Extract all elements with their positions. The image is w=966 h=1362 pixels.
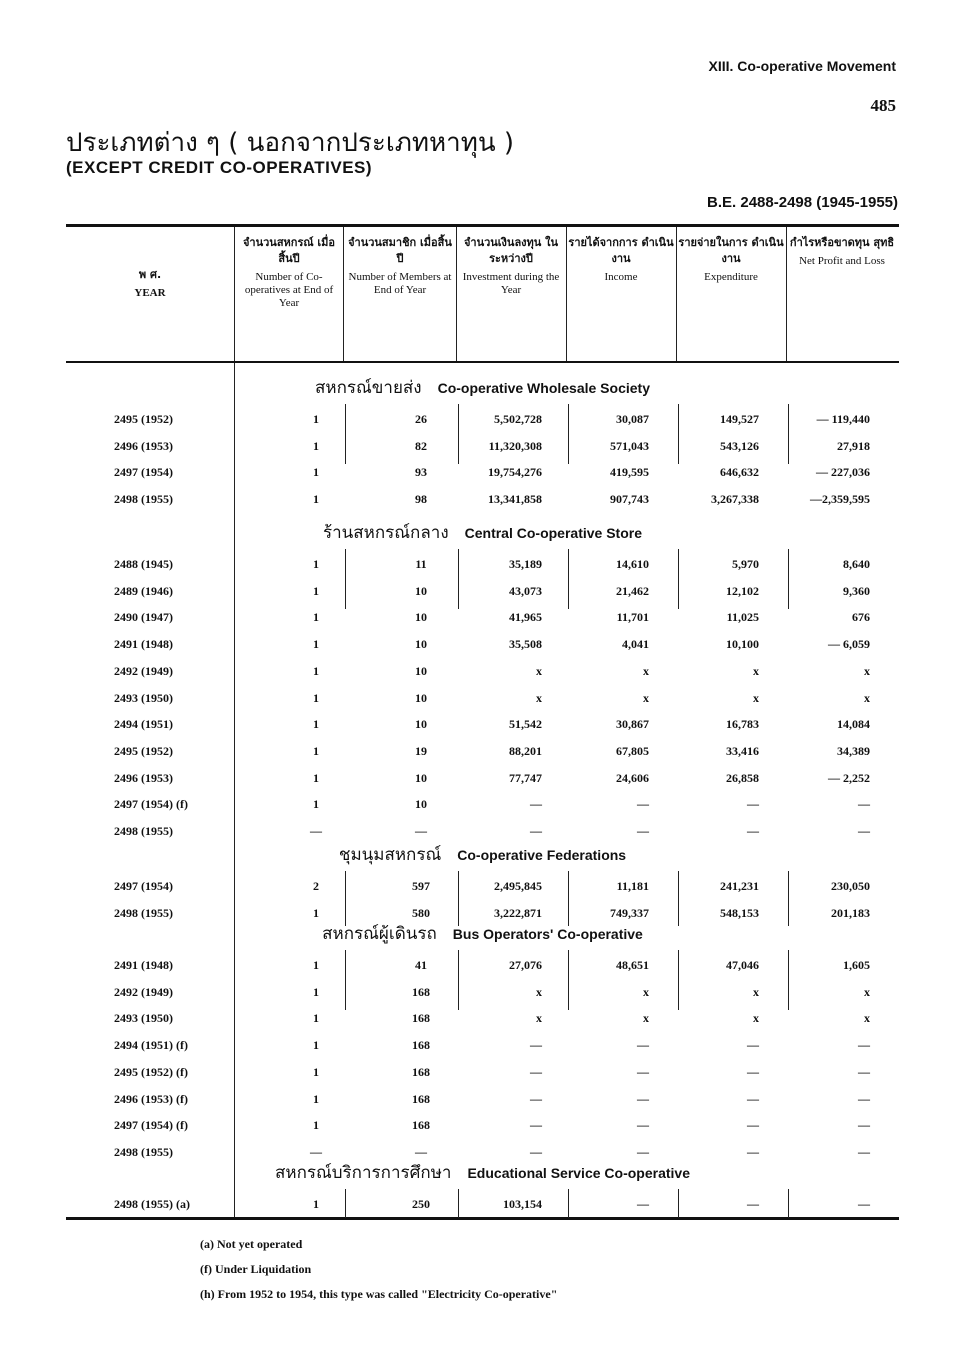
- table-cell: —: [310, 1144, 322, 1159]
- table-row: [66, 635, 899, 655]
- table-cell: 16,783: [726, 717, 759, 732]
- table-cell: 1: [313, 1091, 319, 1106]
- table-row: [66, 689, 899, 709]
- table-cell: 2493 (1950): [114, 690, 173, 705]
- table-cell: 1: [313, 717, 319, 732]
- table-cell: —: [747, 1091, 759, 1106]
- column-divider: [566, 227, 567, 361]
- table-cell: 11: [415, 557, 427, 571]
- table-cell: —: [530, 1144, 542, 1159]
- table-cell: 2488 (1945): [114, 557, 173, 571]
- table-row: [66, 1009, 899, 1029]
- table-cell: 168: [412, 1118, 430, 1133]
- table-cell: —: [747, 1197, 759, 1211]
- table-row: [66, 1116, 899, 1136]
- table-cell: 1: [313, 465, 319, 480]
- table-cell: x: [753, 690, 759, 705]
- table-cell: 10,100: [726, 637, 759, 652]
- table-cell: 2498 (1955): [114, 824, 173, 838]
- table-cell: 201,183: [831, 905, 870, 920]
- table-cell: 24,606: [616, 770, 649, 785]
- table-row: [66, 463, 899, 483]
- footnote: (a) Not yet operated: [200, 1237, 303, 1251]
- row-separator: [345, 549, 346, 609]
- table-cell: 93: [415, 465, 427, 480]
- table-cell: x: [536, 1011, 542, 1026]
- table-cell: —: [530, 1091, 542, 1106]
- table-cell: 2491 (1948): [114, 637, 173, 652]
- table-cell: 33,416: [726, 743, 759, 758]
- header-investment-en: Investment during the Year: [462, 271, 560, 296]
- table-cell: x: [643, 690, 649, 705]
- table-cell: 250: [412, 1197, 430, 1211]
- group-heading-th: สหกรณ์ผู้เดินรถ: [322, 924, 437, 944]
- table-cell: 1: [313, 1011, 319, 1026]
- table-cell: 1: [313, 663, 319, 678]
- table-cell: 2495 (1952): [114, 412, 173, 426]
- table-cell: —: [858, 1118, 870, 1133]
- group-heading: [66, 519, 899, 546]
- table-cell: 41,965: [509, 610, 542, 625]
- table-cell: 2497 (1954): [114, 879, 173, 893]
- table-cell: 1,605: [843, 958, 870, 972]
- table-row: [66, 822, 899, 842]
- table-cell: 907,743: [610, 492, 649, 507]
- table-cell: 1: [313, 492, 319, 507]
- table-cell: —: [637, 797, 649, 812]
- table-cell: 2497 (1954) (f): [114, 797, 188, 812]
- table-row: [66, 608, 899, 628]
- table-cell: 1: [313, 438, 319, 453]
- table-cell: 30,867: [616, 717, 649, 732]
- table-cell: 19: [415, 743, 427, 758]
- table-cell: 571,043: [610, 438, 649, 453]
- table-cell: 35,189: [509, 557, 542, 571]
- table-cell: —: [858, 1091, 870, 1106]
- header-rule: [66, 361, 899, 363]
- table-row: [66, 662, 899, 682]
- table-cell: x: [643, 663, 649, 678]
- table-cell: —: [530, 824, 542, 838]
- table-cell: 1: [313, 583, 319, 598]
- row-separator: [458, 950, 459, 1010]
- table-cell: —: [747, 1038, 759, 1053]
- table-cell: 11,181: [616, 879, 649, 893]
- column-divider: [456, 227, 457, 361]
- table-cell: x: [864, 1011, 870, 1026]
- table-row: [66, 877, 899, 897]
- row-separator: [458, 404, 459, 464]
- table-cell: 230,050: [831, 879, 870, 893]
- row-separator: [458, 1189, 459, 1218]
- table-cell: 3,267,338: [711, 492, 759, 507]
- table-cell: —: [747, 1064, 759, 1079]
- table-cell: x: [864, 663, 870, 678]
- table-cell: 14,610: [616, 557, 649, 571]
- table-cell: —: [858, 797, 870, 812]
- table-cell: 19,754,276: [488, 465, 542, 480]
- table-row: [66, 1063, 899, 1083]
- header-year-en: YEAR: [134, 287, 166, 299]
- table-cell: —: [858, 1197, 870, 1211]
- header-year-th: พ ศ.: [138, 268, 162, 281]
- row-separator: [678, 950, 679, 1010]
- table-cell: 168: [412, 1091, 430, 1106]
- header-income: [568, 235, 674, 284]
- table-cell: 11,025: [726, 610, 759, 625]
- table-cell: 98: [415, 492, 427, 507]
- header-expenditure-en: Expenditure: [704, 271, 758, 283]
- table-cell: —: [637, 824, 649, 838]
- group-heading-en: Central Co-operative Store: [464, 525, 642, 541]
- row-separator: [458, 549, 459, 609]
- table-cell: —: [747, 1118, 759, 1133]
- table-cell: 168: [412, 984, 430, 999]
- table-cell: 2496 (1953): [114, 770, 173, 785]
- table-cell: 1: [313, 743, 319, 758]
- header-net-th: กำไรหรือขาดทุน สุทธิ: [789, 236, 895, 249]
- column-divider: [234, 227, 235, 361]
- header-investment-th: จำนวนเงินลงทุน ในระหว่างปี: [463, 236, 559, 265]
- column-divider: [343, 227, 344, 361]
- table-cell: —: [637, 1064, 649, 1079]
- table-cell: 10: [415, 690, 427, 705]
- table-cell: 51,542: [509, 717, 542, 732]
- table-cell: 48,651: [616, 958, 649, 972]
- row-separator: [678, 549, 679, 609]
- table-cell: —: [637, 1197, 649, 1211]
- table-cell: 4,041: [622, 637, 649, 652]
- table-cell: 419,595: [610, 465, 649, 480]
- table-cell: 2498 (1955): [114, 905, 173, 920]
- table-cell: 12,102: [726, 583, 759, 598]
- group-heading-en: Co-operative Federations: [457, 847, 627, 863]
- header-expenditure-th: รายจ่ายในการ ดำเนินงาน: [678, 236, 784, 265]
- row-separator: [788, 871, 789, 926]
- table-cell: 10: [415, 583, 427, 598]
- row-separator: [678, 1189, 679, 1218]
- table-cell: x: [864, 690, 870, 705]
- table-cell: 77,747: [509, 770, 542, 785]
- table-cell: 1: [313, 797, 319, 812]
- table-cell: 2495 (1952) (f): [114, 1064, 188, 1079]
- table-cell: 2498 (1955) (a): [114, 1197, 190, 1211]
- group-heading-th: สหกรณ์ขายส่ง: [315, 378, 422, 398]
- table-row: [66, 983, 899, 1003]
- table-cell: 2492 (1949): [114, 984, 173, 999]
- table-cell: 11,320,308: [488, 438, 542, 453]
- page-title-thai: ประเภทต่าง ๆ ( นอกจากประเภทหาทุน ): [66, 128, 515, 158]
- table-cell: —: [747, 824, 759, 838]
- header-coops-en: Number of Co-operatives at End of Year: [244, 271, 334, 309]
- group-heading-th: สหกรณ์บริการการศึกษา: [274, 1163, 452, 1183]
- table-row: [66, 742, 899, 762]
- table-cell: 1: [313, 557, 319, 571]
- footnote: (h) From 1952 to 1954, this type was called "Electricity Co-operative": [200, 1287, 558, 1301]
- row-separator: [788, 404, 789, 464]
- table-cell: 1: [313, 637, 319, 652]
- table-cell: 1: [313, 690, 319, 705]
- table-cell: —: [530, 1038, 542, 1053]
- header-net: [788, 235, 896, 268]
- table-row: [66, 715, 899, 735]
- table-cell: 2494 (1951): [114, 717, 173, 732]
- period-label: B.E. 2488-2498 (1945-1955): [707, 194, 898, 211]
- header-investment: [458, 235, 564, 297]
- group-heading: [66, 1159, 899, 1186]
- table-row: [66, 437, 899, 457]
- table-cell: 2492 (1949): [114, 663, 173, 678]
- table-cell: 1: [313, 1118, 319, 1133]
- statistics-table: [66, 224, 899, 1220]
- table-cell: 1: [313, 770, 319, 785]
- table-cell: 646,632: [720, 465, 759, 480]
- table-cell: x: [536, 690, 542, 705]
- footnotes: [200, 1232, 557, 1307]
- table-cell: 2,495,845: [494, 879, 542, 893]
- table-cell: —: [858, 1064, 870, 1079]
- row-separator: [568, 404, 569, 464]
- table-cell: x: [864, 984, 870, 999]
- group-heading-en: Co-operative Wholesale Society: [437, 380, 650, 396]
- table-cell: 5,502,728: [494, 412, 542, 426]
- table-cell: —: [415, 824, 427, 838]
- table-cell: 1: [313, 1064, 319, 1079]
- table-cell: 1: [313, 1038, 319, 1053]
- table-cell: 43,073: [509, 583, 542, 598]
- table-cell: 149,527: [720, 412, 759, 426]
- table-cell: x: [753, 984, 759, 999]
- group-heading-th: ร้านสหกรณ์กลาง: [322, 523, 449, 543]
- header-members-en: Number of Members at End of Year: [348, 271, 452, 296]
- table-cell: 168: [412, 1064, 430, 1079]
- table-cell: 5,970: [732, 557, 759, 571]
- row-separator: [788, 549, 789, 609]
- table-cell: 2490 (1947): [114, 610, 173, 625]
- table-cell: 2497 (1954): [114, 465, 173, 480]
- section-header: XIII. Co-operative Movement: [708, 58, 896, 74]
- row-separator: [568, 549, 569, 609]
- table-cell: 2496 (1953): [114, 438, 173, 453]
- row-separator: [788, 950, 789, 1010]
- table-row: [66, 490, 899, 510]
- header-members-th: จำนวนสมาชิก เมื่อสิ้นปี: [348, 236, 452, 265]
- table-cell: — 2,252: [828, 770, 870, 785]
- row-separator: [568, 1189, 569, 1218]
- header-net-en: Net Profit and Loss: [799, 255, 885, 267]
- table-cell: 548,153: [720, 905, 759, 920]
- table-cell: — 227,036: [816, 465, 870, 480]
- table-cell: x: [753, 663, 759, 678]
- column-divider: [676, 227, 677, 361]
- table-cell: 14,084: [837, 717, 870, 732]
- table-cell: —: [637, 1118, 649, 1133]
- table-cell: 2491 (1948): [114, 958, 173, 972]
- header-year: [66, 267, 234, 300]
- header-expenditure: [678, 235, 784, 284]
- table-cell: —: [858, 1144, 870, 1159]
- table-cell: 10: [415, 610, 427, 625]
- table-cell: x: [536, 984, 542, 999]
- table-cell: —: [747, 797, 759, 812]
- table-cell: 2497 (1954) (f): [114, 1118, 188, 1133]
- table-row: [66, 1036, 899, 1056]
- table-cell: 1: [313, 610, 319, 625]
- table-cell: x: [643, 1011, 649, 1026]
- table-cell: 82: [415, 438, 427, 453]
- page-title: (EXCEPT CREDIT CO-OPERATIVES): [66, 158, 373, 177]
- table-cell: 10: [415, 717, 427, 732]
- table-cell: 13,341,858: [488, 492, 542, 507]
- table-cell: 8,640: [843, 557, 870, 571]
- table-cell: 1: [313, 984, 319, 999]
- table-cell: —: [530, 1064, 542, 1079]
- table-cell: 67,805: [616, 743, 649, 758]
- table-cell: 88,201: [509, 743, 542, 758]
- table-cell: 2496 (1953) (f): [114, 1091, 188, 1106]
- table-cell: 9,360: [843, 583, 870, 598]
- table-cell: 597: [412, 879, 430, 893]
- table-cell: 103,154: [503, 1197, 542, 1211]
- table-row: [66, 956, 899, 976]
- table-row: [66, 1090, 899, 1110]
- table-cell: 1: [313, 958, 319, 972]
- table-cell: 2495 (1952): [114, 743, 173, 758]
- table-cell: 47,046: [726, 958, 759, 972]
- table-cell: —: [637, 1091, 649, 1106]
- table-cell: —: [530, 797, 542, 812]
- table-cell: 2489 (1946): [114, 583, 173, 598]
- table-cell: —: [415, 1144, 427, 1159]
- table-cell: 10: [415, 637, 427, 652]
- table-cell: 26: [415, 412, 427, 426]
- table-cell: 26,858: [726, 770, 759, 785]
- group-heading: [66, 374, 899, 401]
- table-row: [66, 582, 899, 602]
- table-cell: 2498 (1955): [114, 1144, 173, 1159]
- table-cell: 27,076: [509, 958, 542, 972]
- table-cell: 10: [415, 663, 427, 678]
- row-separator: [678, 404, 679, 464]
- table-cell: 168: [412, 1038, 430, 1053]
- header-coops: [236, 235, 342, 310]
- table-row: [66, 769, 899, 789]
- table-cell: 2494 (1951) (f): [114, 1038, 188, 1053]
- group-heading: [66, 920, 899, 947]
- page-number: 485: [870, 96, 896, 115]
- table-cell: 676: [852, 610, 870, 625]
- header-income-th: รายได้จากการ ดำเนินงาน: [568, 236, 674, 265]
- row-separator: [345, 950, 346, 1010]
- table-cell: 27,918: [837, 438, 870, 453]
- table-cell: 749,337: [610, 905, 649, 920]
- table-cell: 10: [415, 770, 427, 785]
- table-cell: 34,389: [837, 743, 870, 758]
- table-cell: —2,359,595: [810, 492, 870, 507]
- table-cell: — 6,059: [828, 637, 870, 652]
- row-separator: [568, 950, 569, 1010]
- group-heading-en: Bus Operators' Co-operative: [452, 926, 643, 942]
- table-cell: 1: [313, 905, 319, 920]
- table-cell: 2: [313, 879, 319, 893]
- header-income-en: Income: [604, 271, 638, 283]
- column-divider: [786, 227, 787, 361]
- row-separator: [345, 404, 346, 464]
- table-cell: — 119,440: [816, 412, 870, 426]
- table-cell: x: [536, 663, 542, 678]
- table-row: [66, 410, 899, 430]
- table-cell: 2498 (1955): [114, 492, 173, 507]
- table-cell: 3,222,871: [494, 905, 542, 920]
- table-cell: 10: [415, 797, 427, 812]
- row-separator: [568, 871, 569, 926]
- table-cell: 21,462: [616, 583, 649, 598]
- table-cell: 35,508: [509, 637, 542, 652]
- table-cell: —: [858, 824, 870, 838]
- table-cell: 41: [415, 958, 427, 972]
- header-members: [346, 235, 454, 297]
- table-cell: x: [643, 984, 649, 999]
- table-cell: —: [747, 1144, 759, 1159]
- table-cell: 168: [412, 1011, 430, 1026]
- group-heading-en: Educational Service Co-operative: [467, 1165, 690, 1181]
- row-separator: [458, 871, 459, 926]
- table-cell: 30,087: [616, 412, 649, 426]
- table-row: [66, 795, 899, 815]
- table-cell: —: [637, 1144, 649, 1159]
- table-cell: 543,126: [720, 438, 759, 453]
- footnote: (f) Under Liquidation: [200, 1262, 312, 1276]
- table-cell: 11,701: [616, 610, 649, 625]
- table-row: [66, 555, 899, 575]
- table-cell: 241,231: [720, 879, 759, 893]
- group-heading-th: ชุมนุมสหกรณ์: [338, 845, 442, 865]
- row-separator: [788, 1189, 789, 1218]
- table-cell: 1: [313, 412, 319, 426]
- table-cell: 2493 (1950): [114, 1011, 173, 1026]
- row-separator: [678, 871, 679, 926]
- table-cell: —: [530, 1118, 542, 1133]
- row-separator: [345, 1189, 346, 1218]
- group-heading: [66, 841, 899, 868]
- table-cell: —: [858, 1038, 870, 1053]
- table-cell: 1: [313, 1197, 319, 1211]
- table-cell: 580: [412, 905, 430, 920]
- table-cell: —: [310, 824, 322, 838]
- header-coops-th: จำนวนสหกรณ์ เมื่อสิ้นปี: [242, 236, 336, 265]
- table-row: [66, 1195, 899, 1215]
- table-cell: —: [637, 1038, 649, 1053]
- row-separator: [345, 871, 346, 926]
- table-cell: x: [753, 1011, 759, 1026]
